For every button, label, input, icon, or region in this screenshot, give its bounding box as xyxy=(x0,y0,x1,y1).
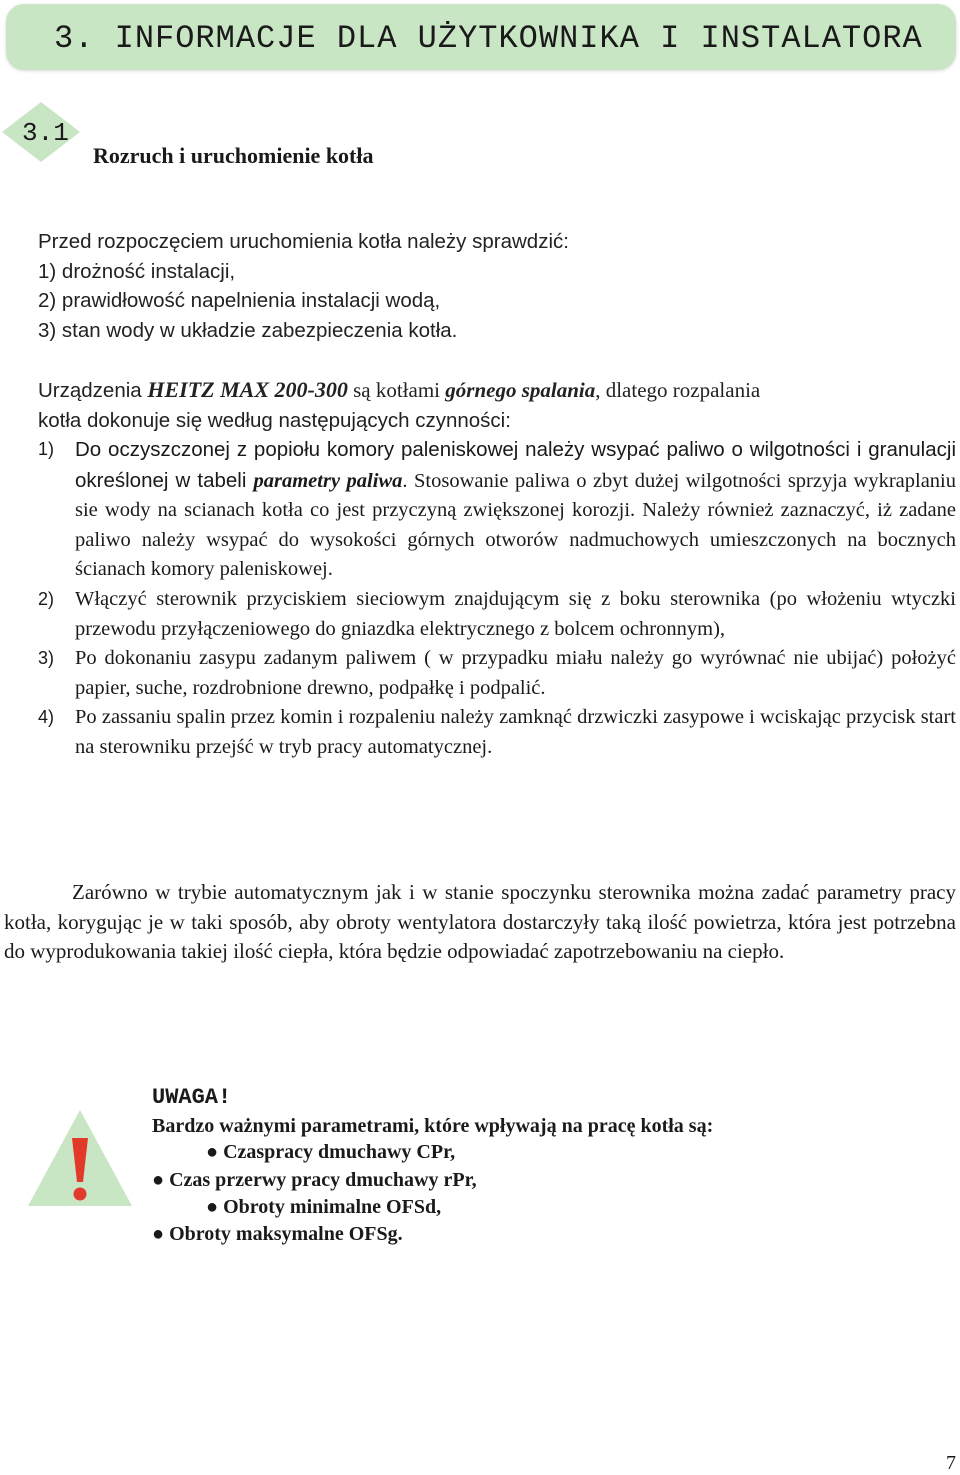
warning-parameter-item: ● Czas przerwy pracy dmuchawy rPr, xyxy=(152,1169,477,1191)
step-text: Włączyć sterownik przyciskiem sieciowym znajdującym się z boku sterownika (po włożeniu wtyczki przewodu przyłączeniowego do gniazdka elektrycznego z bolcem ochronnym), xyxy=(75,587,956,640)
intro-line-2: kotła dokonuje się według następujących czynności: xyxy=(38,408,511,432)
intro-text: Urządzenia xyxy=(38,379,148,402)
step-item xyxy=(38,435,956,585)
page-number: 7 xyxy=(946,1452,956,1474)
step-text: . Stosowanie paliwa o zbyt dużej wilgotności sprzyja wykraplaniu sie wody na scianach kotła co jest przyczyną zwiększonej korozji. Należy również zaznaczyć, iż zadane paliwo należy wsypać do wysokości górnych otworów nadmuchowych umieszczonych na bocznych ścianach komory paleniskowej. xyxy=(75,469,957,581)
step-text: Do oczyszczonej z popiołu komory paleniskowej należy wsypać paliwo o wilgotności i granulacji określonej w tabeli xyxy=(75,438,956,492)
warning-parameter-item: ● Obroty maksymalne OFSg. xyxy=(152,1223,403,1245)
warning-label: UWAGA! xyxy=(152,1085,232,1110)
section-number: 3.1 xyxy=(22,118,69,148)
warning-text: Bardzo ważnymi parametrami, które wpływają na pracę kotła są: xyxy=(152,1115,714,1137)
step-number: 3) xyxy=(38,648,55,669)
step-number: 2) xyxy=(38,588,55,609)
section-header-bar xyxy=(6,4,956,70)
checks-block xyxy=(38,227,569,345)
boiler-model: HEITZ MAX 200-300 xyxy=(147,377,348,402)
combustion-type: górnego spalania xyxy=(445,378,596,402)
intro-text: , dlatego rozpalania xyxy=(595,378,761,402)
chapter-title: 3. INFORMACJE DLA UŻYTKOWNIKA I INSTALATORA xyxy=(54,20,923,57)
warning-parameter-item: ● Czaspracy dmuchawy CPr, xyxy=(206,1141,456,1163)
step-item xyxy=(38,703,956,762)
step-text: Po dokonaniu zasypu zadanym paliwem ( w przypadku miału należy go wyrównać nie ubijać) położyć papier, suche, rozdrobnione drewno, podpałkę i podpalić. xyxy=(75,647,956,699)
intro-text: są kotłami xyxy=(347,378,446,402)
warning-parameter-item: ● Obroty minimalne OFSd, xyxy=(206,1196,442,1218)
startup-steps xyxy=(38,435,956,763)
step-number: 4) xyxy=(38,707,55,728)
closing-paragraph: Zarówno w trybie automatycznym jak i w stanie spoczynku sterownika można zadać parametry pracy kotła, korygując je w taki sposób, aby obroty wentylatora dostarczyły taką ilość powietrza, która jest potrzebna do wyprodukowania takiej ilość ciepła, która będzie odpowiadać zapotrzebowaniu na ciepło. xyxy=(4,880,956,963)
step-item xyxy=(38,644,956,703)
warning-triangle-icon xyxy=(26,1108,134,1208)
step-emphasis: parametry paliwa xyxy=(253,469,403,492)
checks-intro: Przed rozpoczęciem uruchomienia kotła należy sprawdzić: xyxy=(38,230,569,253)
step-number: 1) xyxy=(38,439,55,459)
check-item: 2) prawidłowość napelnienia instalacji wodą, xyxy=(38,289,441,312)
check-item: 3) stan wody w układzie zabezpieczenia kotła. xyxy=(38,318,458,342)
step-item xyxy=(38,585,956,644)
step-text: Po zassaniu spalin przez komin i rozpaleniu należy zamknąć drzwiczki zasypowe i wciskając przycisk start na sterowniku przejść w tryb pracy automatycznej. xyxy=(75,706,956,758)
section-title: Rozruch i uruchomienie kotła xyxy=(93,143,374,168)
intro-paragraph xyxy=(38,375,956,435)
check-item: 1) drożność instalacji, xyxy=(38,259,236,283)
